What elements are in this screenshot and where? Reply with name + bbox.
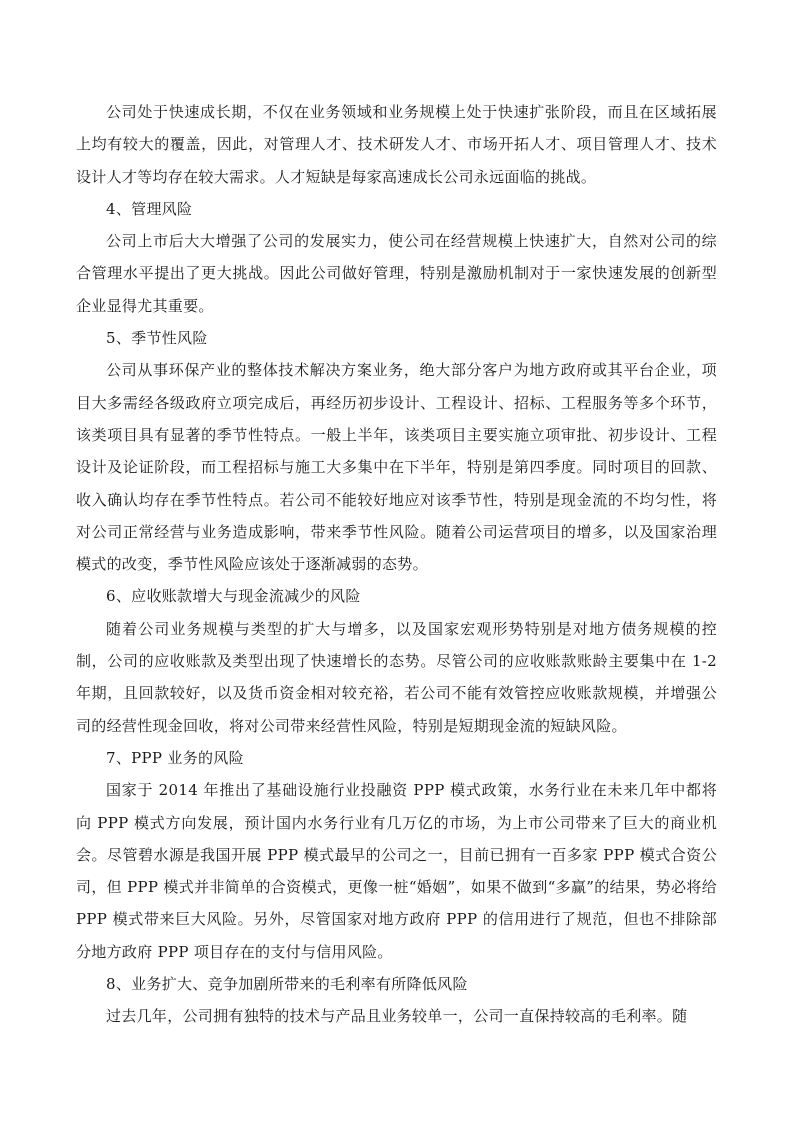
section-heading: 6、应收账款增大与现金流减少的风险 xyxy=(106,587,361,606)
document-body xyxy=(76,96,717,1033)
section-heading: 4、管理风险 xyxy=(106,199,193,218)
body-paragraph: 国家于 2014 年推出了基础设施行业投融资 PPP 模式政策，水务行业在未来几年中都将向 PPP 模式方向发展，预计国内水务行业有几万亿的市场，为上市公司带来了巨大的商业机会。尽管碧水源是我国开展 PPP 模式最早的公司之一，目前已拥有一百多家 PPP 模式合资公司，但 PPP 模式并非简单的合资模式，更像一桩“婚姻”，如果不做到“多赢”的结果，势必将给 PPP 模式带来巨大风险。另外，尽管国家对地方政府 PPP 的信用进行了规范，但也不排除部分地方政府 PPP 项目存在的支付与信用风险。 xyxy=(76,781,717,961)
body-paragraph: 公司上市后大大增强了公司的发展实力，使公司在经营规模上快速扩大，自然对公司的综合管理水平提出了更大挑战。因此公司做好管理，特别是激励机制对于一家快速发展的创新型企业显得尤其重要。 xyxy=(76,232,717,315)
body-paragraph: 过去几年，公司拥有独特的技术与产品且业务较单一，公司一直保持较高的毛利率。随 xyxy=(106,1007,688,1026)
section-heading: 8、业务扩大、竞争加剧所带来的毛利率有所降低风险 xyxy=(106,975,468,994)
section-heading: 5、季节性风险 xyxy=(106,329,208,348)
section-heading: 7、PPP 业务的风险 xyxy=(106,748,244,767)
body-paragraph: 公司处于快速成长期，不仅在业务领域和业务规模上处于快速扩张阶段，而且在区域拓展上均有较大的覆盖，因此，对管理人才、技术研发人才、市场开拓人才、项目管理人才、技术设计人才等均存在较大需求。人才短缺是每家高速成长公司永远面临的挑战。 xyxy=(76,103,717,186)
body-paragraph: 随着公司业务规模与类型的扩大与增多，以及国家宏观形势特别是对地方债务规模的控制，公司的应收账款及类型出现了快速增长的态势。尽管公司的应收账款账龄主要集中在 1-2 年期，且回款较好，以及货币资金相对较充裕，若公司不能有效管控应收账款规模，并增强公司的经营性现金回收，将对公司带来经营性风险，特别是短期现金流的短缺风险。 xyxy=(76,619,717,735)
body-paragraph: 公司从事环保产业的整体技术解决方案业务，绝大部分客户为地方政府或其平台企业，项目大多需经各级政府立项完成后，再经历初步设计、工程设计、招标、工程服务等多个环节，该类项目具有显著的季节性特点。一般上半年，该类项目主要实施立项审批、初步设计、工程设计及论证阶段，而工程招标与施工大多集中在下半年，特别是第四季度。同时项目的回款、收入确认均存在季节性特点。若公司不能较好地应对该季节性，特别是现金流的不均匀性，将对公司正常经营与业务造成影响，带来季节性风险。随着公司运营项目的增多，以及国家治理模式的改变，季节性风险应该处于逐渐减弱的态势。 xyxy=(76,361,717,574)
